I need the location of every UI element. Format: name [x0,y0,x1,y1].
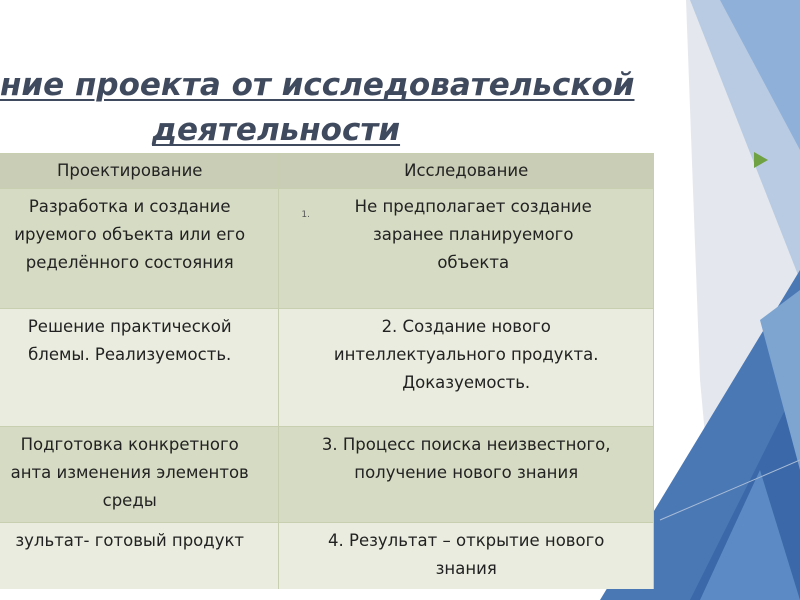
table-row [0,189,654,309]
table-cell-design [0,189,279,309]
table-cell-research [279,309,654,427]
table-cell-research [279,523,654,590]
table-cell-research [279,427,654,523]
comparison-table [0,153,654,589]
table-row [0,427,654,523]
table-cell-research [279,189,654,309]
cell-text: 4. Результат – открытие нового знания [328,531,605,578]
cell-text: зультат- готовый продукт [15,531,245,550]
header-design: Проектирование [0,154,279,189]
slide-title-line-2: деятельности [152,112,401,148]
table-header-row [0,154,654,189]
cell-text: Решение практической блемы. Реализуемость. [27,317,232,364]
slide-title-line-1: ние проекта от исследовательской [0,67,635,103]
header-research: Исследование [279,154,654,189]
table-cell-design [0,309,279,427]
cell-text: 3. Процесс поиска неизвестного, получение нового знания [321,435,611,482]
table-cell-design [0,523,279,590]
cell-text: 2. Создание нового интеллектуального продукта. Доказуемость. [333,317,599,392]
table-row [0,309,654,427]
cell-text: Подготовка конкретного анта изменения элементов среды [10,435,249,510]
table-row [0,523,654,590]
comparison-table-wrapper [0,153,654,589]
list-marker: 1. [301,210,311,220]
table-cell-design [0,427,279,523]
cell-text: Не предполагает создание заранее планируемого объекта [354,197,592,272]
cell-text: Разработка и создание ируемого объекта или его ределённого состояния [14,197,246,272]
